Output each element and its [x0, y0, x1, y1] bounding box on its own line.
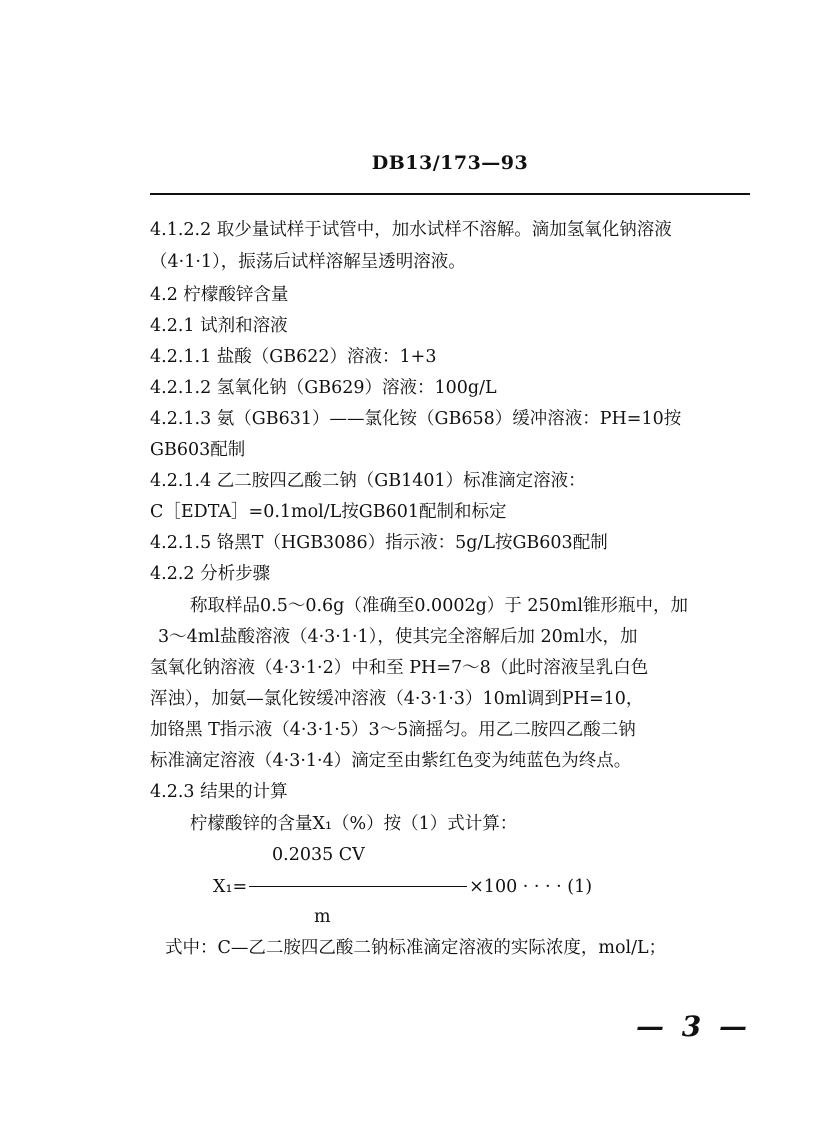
formula-denominator: m [314, 907, 331, 927]
header-rule [150, 193, 750, 195]
text-line-7: 4.2.1.3 氨（GB631）——氯化铵（GB658）缓冲溶液：PH=10按 [150, 409, 682, 429]
formula-main-line [213, 877, 592, 897]
calc-intro-line: 柠檬酸锌的含量X₁（%）按（1）式计算： [190, 814, 518, 834]
fraction-bar [249, 886, 467, 887]
paragraph-line-6: 标准滴定溶液（4·3·1·4）滴定至由紫红色变为纯蓝色为终点。 [150, 751, 632, 771]
paragraph-line-4: 浑浊），加氨—氯化铵缓冲溶液（4·3·1·3）10ml调到PH=10， [150, 689, 644, 709]
text-line-11: 4.2.1.5 铬黑T（HGB3086）指示液：5g/L按GB603配制 [150, 533, 608, 553]
paragraph-line-1: 称取样品0.5～0.6g（准确至0.0002g）于 250ml锥形瓶中，加 [190, 596, 688, 616]
text-line-5: 4.2.1.1 盐酸（GB622）溶液：1+3 [150, 347, 437, 367]
text-line-9: 4.2.1.4 乙二胺四乙酸二钠（GB1401）标准滴定溶液： [150, 471, 586, 491]
page-number: — 3 — [636, 1010, 751, 1043]
text-line-1: 4.1.2.2 取少量试样于试管中，加水试样不溶解。滴加氢氧化钠溶液 [150, 220, 672, 240]
section-heading-4-2-3: 4.2.3 结果的计算 [150, 782, 288, 802]
section-heading-4-2: 4.2 柠檬酸锌含量 [150, 285, 289, 305]
paragraph-line-5: 加铬黑 T指示液（4·3·1·5）3～5滴摇匀。用乙二胺四乙酸二钠 [150, 720, 636, 740]
where-clause-line: 式中：C—乙二胺四乙酸二钠标准滴定溶液的实际浓度，mol/L； [165, 938, 667, 958]
formula-numerator: 0.2035 CV [272, 845, 365, 865]
paragraph-line-2: 3～4ml盐酸溶液（4·3·1·1），使其完全溶解后加 20ml水，加 [158, 627, 638, 647]
formula-rhs: ×100 · · · · (1) [469, 877, 593, 897]
text-line-2: （4·1·1），振荡后试样溶解呈透明溶液。 [150, 252, 466, 272]
text-line-10: C［EDTA］=0.1mol/L按GB601配制和标定 [150, 502, 507, 522]
section-heading-4-2-1: 4.2.1 试剂和溶液 [150, 316, 288, 336]
formula-lhs: X₁= [213, 877, 248, 897]
text-line-8: GB603配制 [150, 440, 246, 460]
section-heading-4-2-2: 4.2.2 分析步骤 [150, 564, 271, 584]
document-code-header: DB13/173—93 [371, 152, 529, 174]
text-line-6: 4.2.1.2 氢氧化钠（GB629）溶液：100g/L [150, 378, 497, 398]
paragraph-line-3: 氢氧化钠溶液（4·3·1·2）中和至 PH=7～8（此时溶液呈乳白色 [150, 658, 649, 678]
